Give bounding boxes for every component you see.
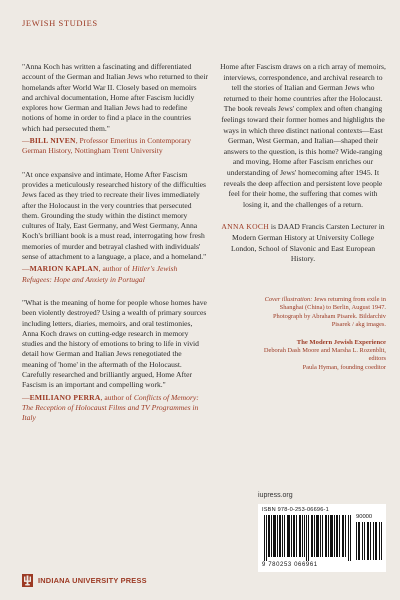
iu-trident-icon — [22, 574, 33, 587]
founding-coeditor: Paula Hyman, founding coeditor — [302, 363, 386, 371]
blurb-attribution: —EMILIANO PERRA, author of Conflicts of Memory: The Reception of Holocaust Films and TV Programmes in Italy — [22, 392, 199, 423]
barcode-bars — [264, 515, 352, 561]
series-editors: Deborah Dash Moore and Marsha L. Rozenblit, editors — [263, 347, 386, 363]
blurb-author: MARION KAPLAN — [29, 264, 99, 274]
category-label: JEWISH STUDIES — [22, 18, 98, 28]
blurb-author: EMILIANO PERRA — [29, 392, 101, 402]
author-bio-text: is DAAD Francis Carsten Lecturer in Modern German History at University College London, School of Slavonic and East European History. — [230, 222, 385, 264]
blurb-attribution: —BILL NIVEN, Professor Emeritus in Contemporary German History, Nottingham Trent University — [22, 136, 192, 156]
price-code: 90000 — [356, 514, 373, 520]
blurb-attribution: —MARION KAPLAN, author of Hitler's Jewish Refugees: Hope and Anxiety in Portugal — [22, 264, 178, 284]
blurb-text: "At once expansive and intimate, Home After Fascism provides a meticulously researched history of the difficulties Jews faced as they tried to recreate their lives immediately after the Holocaust in the very countries that persecuted them. Grounding the study within the distinct memory cultures of Italy, East Germany, and West Germany, Anna Koch's brilliant book is a must read, interrogating how fresh memories of murder and betrayal clashed with individuals' sense of attachment to a language, a place, and a homeland." — [22, 169, 207, 262]
book-description: Home after Fascism draws on a rich array of memoirs, interviews, correspondence, and archival research to tell the stories of Italian and German Jews who returned to their home countries after the Holocaust. The book reveals Jews' complex and often changing feelings toward their former homes and highlights the ways in which three distinct national contexts—East German, West German, and Italian—shaped their answers to the question, is this home? Wide-ranging and moving, Home after Fascism enriches our understanding of Jews' homecoming after 1945. It reveals the deep affection and persistent love people feel for their home, the suffering that comes with losing it, and the challenges of a return. — [220, 62, 386, 209]
blurb-affiliation-title: Hitler's Jewish Refugees: Hope and Anxiety in Portugal — [22, 264, 178, 284]
series-title: The Modern Jewish Experience — [296, 338, 386, 346]
cover-credits — [262, 296, 386, 372]
price-barcode — [356, 522, 382, 560]
blurb-affiliation-prefix: author of — [102, 264, 132, 274]
praise-column — [22, 62, 208, 424]
isbn-barcode — [258, 504, 386, 572]
blurb-author: BILL NIVEN — [29, 136, 76, 146]
publisher-imprint — [22, 574, 147, 587]
publisher-website: iupress.org — [258, 492, 293, 499]
blurb-text: "Anna Koch has written a fascinating and differentiated account of the German and Italian Jews who returned to their homelands after World War II. Closely based on memoirs and archival documentation, Home after Fascism lucidly explores how German and Italian Jews had to redefine notions of home in order to find a place in the countries which had persecuted them." — [22, 62, 208, 133]
author-name: ANNA KOCH — [221, 222, 270, 232]
publisher-name: INDIANA UNIVERSITY PRESS — [38, 576, 147, 585]
blurb-text: "What is the meaning of home for people whose homes have been violently destroyed? Using a wealth of primary sources including letters, diaries, memoirs, and oral testimonies, Anna Koch draws on cutting-edge research in memory studies and the history of emotions to bring to life in vivid detail how German and Italian Jews renegotiated the meaning of 'home' in the aftermath of the Holocaust. Carefully researched and brilliantly argued, Home After Fascism is an important and compelling work." — [22, 297, 207, 390]
isbn-label: ISBN 978-0-253-06696-1 — [262, 507, 329, 513]
blurb-affiliation: Professor Emeritus in Contemporary German History, Nottingham Trent University — [22, 136, 192, 156]
illustration-text: Jews returning from exile in Shanghai (China) to Berlin, August 1947. Photograph by Abraham Pisarek. Bildarchiv Pisarek / akg images. — [272, 296, 386, 329]
illustration-label: Cover illustration: — [264, 296, 313, 303]
description-column — [220, 62, 386, 265]
blurb-affiliation-prefix: author of — [104, 392, 134, 402]
isbn-digits: 9 780253 066961 — [262, 562, 318, 568]
illustration-credit — [262, 296, 386, 330]
author-bio — [220, 222, 386, 264]
blurb-affiliation-title: Conflicts of Memory: The Reception of Holocaust Films and TV Programmes in Italy — [22, 392, 199, 423]
